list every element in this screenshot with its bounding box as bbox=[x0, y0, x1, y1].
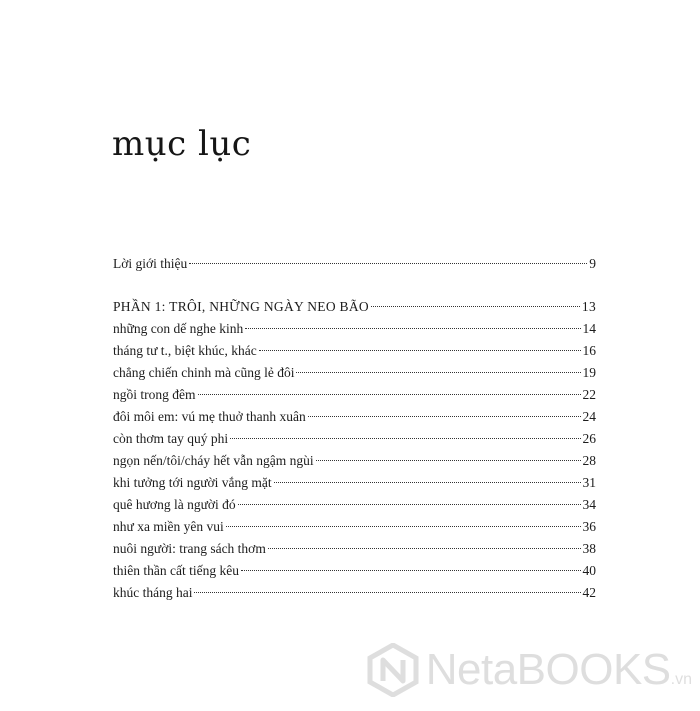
toc-entry-page: 28 bbox=[582, 453, 596, 468]
toc-row bbox=[113, 406, 596, 428]
toc-entry-label: ngồi trong đêm bbox=[113, 387, 196, 402]
watermark-suffix: .vn bbox=[670, 671, 692, 688]
toc-entry-label: Lời giới thiệu bbox=[113, 256, 188, 271]
toc-entry-page: 13 bbox=[581, 299, 596, 314]
toc-entry-label: thiên thần cất tiếng kêu bbox=[113, 563, 239, 578]
toc-row bbox=[113, 450, 596, 472]
toc-entry-label: còn thơm tay quý phi bbox=[113, 431, 229, 446]
toc-entry-page: 38 bbox=[582, 541, 596, 556]
toc-entry-page: 22 bbox=[582, 387, 596, 402]
toc-entry-label: khúc tháng hai bbox=[113, 585, 193, 600]
toc-entry-label: ngọn nến/tôi/cháy hết vẫn ngậm ngùi bbox=[113, 453, 314, 468]
toc-entry-label: như xa miền yên vui bbox=[113, 519, 224, 534]
netabooks-logo-icon bbox=[366, 643, 420, 697]
toc-dot-leader bbox=[308, 416, 581, 417]
toc-dot-leader bbox=[241, 570, 581, 571]
toc-row bbox=[113, 340, 596, 362]
toc-entry-page: 31 bbox=[582, 475, 596, 490]
toc-dot-leader bbox=[198, 394, 581, 395]
toc-entry-label: đôi môi em: vú mẹ thuở thanh xuân bbox=[113, 409, 306, 424]
toc-dot-leader bbox=[245, 328, 580, 329]
toc-row bbox=[113, 428, 596, 450]
toc-dot-leader bbox=[296, 372, 580, 373]
toc-row-intro bbox=[113, 253, 596, 275]
toc-row bbox=[113, 538, 596, 560]
toc-entry-page: 16 bbox=[582, 343, 596, 358]
toc-dot-leader bbox=[230, 438, 580, 439]
toc-entry-label: quê hương là người đó bbox=[113, 497, 236, 512]
toc-dot-leader bbox=[316, 460, 581, 461]
toc-entry-label: PHẦN 1: TRÔI, NHỮNG NGÀY NEO BÃO bbox=[113, 299, 369, 314]
toc-dot-leader bbox=[194, 592, 580, 593]
toc-dot-leader bbox=[371, 306, 580, 307]
toc-part-1-section bbox=[113, 296, 596, 604]
toc-entry-page: 34 bbox=[582, 497, 596, 512]
toc-row bbox=[113, 472, 596, 494]
toc-dot-leader bbox=[259, 350, 581, 351]
toc-row bbox=[113, 362, 596, 384]
toc-row bbox=[113, 516, 596, 538]
toc-entry-page: 14 bbox=[582, 321, 596, 336]
toc-row bbox=[113, 560, 596, 582]
toc-entry-list bbox=[113, 318, 596, 604]
toc-entry-label: những con dế nghe kinh bbox=[113, 321, 244, 336]
toc-dot-leader bbox=[274, 482, 581, 483]
watermark bbox=[366, 643, 692, 697]
toc-row-part-1 bbox=[113, 296, 596, 318]
toc-dot-leader bbox=[238, 504, 581, 505]
toc-entry-page: 9 bbox=[589, 256, 596, 271]
toc-entry-label: chẳng chiến chinh mà cũng lẻ đôi bbox=[113, 365, 295, 380]
toc-entry-page: 36 bbox=[582, 519, 596, 534]
toc-intro-section bbox=[113, 253, 596, 275]
toc-dot-leader bbox=[226, 526, 581, 527]
toc-title: mục lục bbox=[112, 124, 252, 164]
toc-dot-leader bbox=[189, 263, 587, 264]
toc-entry-label: khi tưởng tới người vắng mặt bbox=[113, 475, 272, 490]
toc-entry-page: 24 bbox=[582, 409, 596, 424]
toc-entry-page: 19 bbox=[582, 365, 596, 380]
toc-entry-label: nuôi người: trang sách thơm bbox=[113, 541, 266, 556]
toc-row bbox=[113, 494, 596, 516]
toc-entry-page: 40 bbox=[582, 563, 596, 578]
toc-entry-page: 42 bbox=[582, 585, 596, 600]
toc-entry-label: tháng tư t., biệt khúc, khác bbox=[113, 343, 257, 358]
toc-row bbox=[113, 384, 596, 406]
watermark-brand: NetaBOOKS bbox=[425, 645, 671, 694]
toc-entry-page: 26 bbox=[582, 431, 596, 446]
toc-row bbox=[113, 318, 596, 340]
toc-row bbox=[113, 582, 596, 604]
toc-dot-leader bbox=[268, 548, 581, 549]
